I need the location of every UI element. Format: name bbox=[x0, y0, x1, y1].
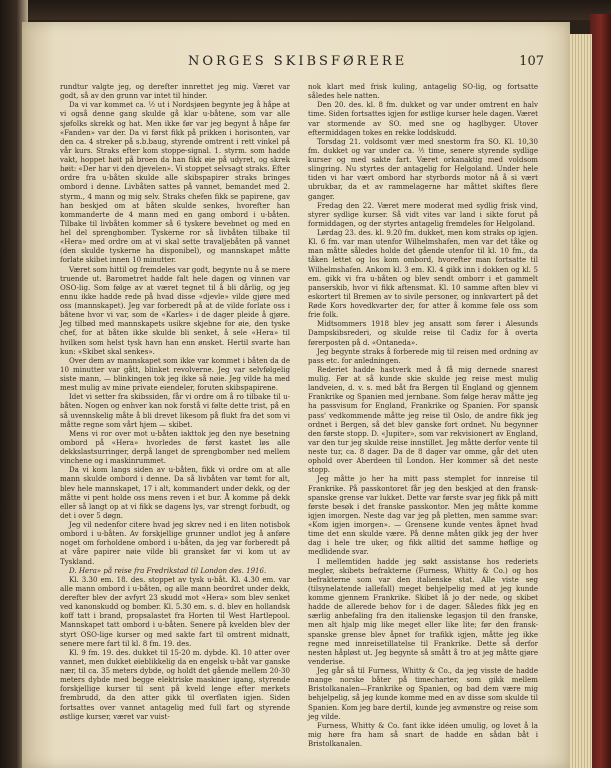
paragraph: Jeg begynte straks å forberede mig til reisen med ordning av pass etc. for anledningen. bbox=[308, 346, 538, 365]
paragraph: Jeg måtte jo her ha mitt pass stemplet for innreise til Frankrike. På passkontoret får jeg den beskjed at den fransk-spanske grense var lukket. Dette var første svar jeg fikk på mitt første besøk i det franske passkontor. Men jeg måtte komme igjen imorgen. Neste dag var jeg på pletten, men samme svar: «Kom igjen imorgen». — Grensene kunde ventes åpnet hvad time det enn skulde være. På denne måten gikk jeg der hver dag i hele tre uker, og fikk alltid det samme høflige og medlidende svar. bbox=[308, 474, 538, 557]
book-cover-right bbox=[590, 14, 611, 768]
paragraph: Lørdag 23. des. kl. 9.20 fm. dukket, men kom straks op igjen. Kl. 6 fm. var man utenfor Wilhelmshafen, men var det tåke og man måtte således holde det gående utenfor til kl. 10 fm., da tåken lettet og los kom ombord, hvorefter man fortsatte til Wilhelmshafen. Ankom kl. 3 em. Kl. 4 gikk inn i dokken og kl. 5 em. gikk vi fra u-båten og blev sendt omborr i et gammelt panserskib, hvor vi fikk aftensmat. Kl. 10 samme aften blev vi eskortert til Bremen av to sivile personer, og innkvartert på det Røde Kors hovedkvarter der, for atter å komme føle oss som frie folk. bbox=[308, 228, 538, 320]
paragraph: nok klart med frisk kuling, antagelig SO-lig, og fortsatte således hele natten. bbox=[308, 82, 538, 101]
paragraph: I mellemtiden hadde jeg søkt assistanse hos rederiets megler, skibets befrakterne (Furness, Whitty & Co.) og hos befrakterne som var den italienske stat. Alle viste seg (tilsynelatende iallefall) meget behjelpelig med at jeg kunde komme gjennem Frankrike. Skibet lå jo der nede, og skibet hadde de allerede behov for i de dager. Således fikk jeg en særlig anbefaling fra den italienske legasjon til den franske, men alt hjalp mig like meget eller like lite; før den fransk-spanske grense blev åpnet for trafikk igjen, måtte jeg ikke regne med innreisetillatelse til Frankrike. Dette så derfor nesten håpløst ut. Jeg begynte så smått å tro at jeg måtte gjøre venderise. bbox=[308, 556, 538, 666]
paragraph-heading: D. Hera» på reise fra Fredrikstad til London des. 1916. bbox=[69, 565, 267, 575]
paragraph: Torsdag 21. voldsomt vær med snestorm fra SO. Kl. 10,30 fm. dukket og var under ca. ½ time, senere styrende sydlige kurser og med sakte fart. Været orkanaktig med voldsom slingring. Nu styrtes der antagelig for Helgoland. Under hele tiden vi har vært ombord har styrbords motor nå å si vært ubrukbar, da et av rammelagerne har måttet skiftes flere ganger. bbox=[308, 136, 538, 201]
paragraph: Fredag den 22. Været mere moderat med sydlig frisk vind, styrer sydlige kurser. Så vidt vites var land i sikte forut på formiddagen, og der styrtes antagelig fremdeles for Helgoland. bbox=[308, 200, 538, 228]
paragraph: rundtur valgte jeg, og derefter innrettet jeg mig. Været var godt, så av den grunn var intet til hinder. bbox=[60, 82, 290, 101]
paragraph: Idet vi setter fra skibssiden, får vi ordre om å ro tilbake til u-båten. Nogen og enhver kan nok forstå vi følte dette trist, på en så uvennskelig måte å bli drevet likesom på flukt fra det som vi måtte regne som vårt hjem — skibet. bbox=[60, 392, 290, 429]
paragraph: Jeg går så til Furness, Whitty & Co., da jeg visste de hadde mange norske båter på timecharter, som gikk mellem Bristolkanalen—Frankrike og Spanien, og bad dem være mig behjelpelig, så jeg kunde komme med en av disse som skulde til Spanien. Kom jeg bare dertil, kunde jeg avmønstre og reise som jeg vilde. bbox=[308, 666, 538, 721]
paragraph: Været som hittil og fremdeles var godt, begynte nu å se mere truende ut. Barometret hadde falt hele dagen og vinnen var OSO-lig. Som følge av at været tegnet til å bli dårlig, og jeg ennu ikke hadde rede på hvad disse «djevle» vilde gjøre med oss (mannskapet). Jeg var forberedt på at de vilde forlate oss i båtene hvor vi var, som de «Karles» i de dager pleide å gjøre. Jeg tilbød med mannskapets usikre skjebne for øie, den tyske chef, for at båten ikke skulde bli senket, å sele «Hera» til hvilken som helst tysk havn han enn ønsket. Hertil svarte han kun: «Skibet skal senkes». bbox=[60, 264, 290, 356]
right-text-column bbox=[308, 82, 538, 748]
paragraph: Kl. 9 fm. 19. des. dukket til 15-20 m. dybde. Kl. 10 atter over vannet, men dukket øieblikkelig da en engelsk u-båt var ganske nær, til ca. 35 meters dybde, og holdt det gående mellem 20-30 meters dybde med begge elektriske maskiner igang, styrende forskjellige kurser til sent på kveld lenge efter merkets frembrudd, da den atter gikk til overflaten igjen. Siden fortsattes over vannet antagelig med full fart og styrende østlige kurser, været var vuist- bbox=[60, 647, 290, 721]
left-text-column bbox=[60, 82, 290, 721]
paragraph: Rederiet hadde hastverk med å få mig dernede snarest mulig. Før at så kunde skie skulde jeg reise mest mulig landveien, d. v. s. med båt fra Bergen til England og gjennem Frankrike og Spanien med jernbane. Som følge herav måtte jeg ha passvisum for England, Frankrike og Spanien. For spansk pass' vedkommende måtte jeg reise til Oslo, de andre fikk jeg ordnet i Bergen, så det blev ganske fort ordnet. Nu begynner den første stopp. D. «Jupiter», som var rekvisionert av England, var den tur jeg skulde reise innstillet. Jeg måtte derfor vente til neste tur, ca. 8 dager. Da de 8 dager var omme, går det uten ophold over Aberdeen til London. Her kommer så det neste stopp. bbox=[308, 364, 538, 475]
book-cover-top bbox=[0, 0, 611, 20]
page-header-title: NORGES SKIBSFØRERE bbox=[188, 54, 408, 69]
page-number: 107 bbox=[519, 54, 544, 69]
paragraph: Da vi kom langs siden av u-båten, fikk vi ordre om at alle mann skulde ombord i denne. Da så livbåten var tømt for alt, blev hele mannskapet, 17 i alt, kommandert under dekk, og der måtte vi pent holde oss mens reven i et bur. Å komme på dekk eller så langt op at vi fikk se dagens lys, var strengt forbudt, og det i over 5 døgn. bbox=[60, 465, 290, 520]
paragraph: Jeg vil nedenfor citere hvad jeg skrev ned i en liten notisbok ombord i u-båten. Av forskjellige grunner undlot jeg å anføre noget om forholdene ombord i u-båten, da jeg var forberedt på at våre papirer nøie vilde bli gransket før vi kom ut av Tyskland. bbox=[60, 520, 290, 566]
paragraph: Kl. 3.30 em. 18. des. stoppet av tysk u-båt. Kl. 4.30 em. var alle mann ombord i u-båten, og alle mann beordret under dekk, derefter blev der avfyrt 23 skudd mot «Hera» som blev senket ved kanonskudd og bomber. Kl. 5.30 em. s. d. blev en hollandsk koff tatt i brand, propsalastet fra Horten til West Hartlepool. Mannskapet tatt ombord i u-båten. Senere på kvelden blev der styrt OSO-lige kurser og med sakte fart til omtrent midnatt, senere mere fart til kl. 8 fm. 19. des. bbox=[60, 574, 290, 648]
paragraph: Over dem av mannskapet som ikke var kommet i båten da de 10 minutter var gått, blinket revolverne. Jeg var selvfølgelig siste mann, — blinkingen tok jeg ikke så nøie. Jeg vilde ha med mest mulig av mine private eiendeler, foruten skibspapirene. bbox=[60, 355, 290, 393]
paragraph: Midtsommers 1918 blev jeg ansatt som fører i Alesunds Dampskibsrederi, og skulde reise til Cadiz for å overta førerposten på d. «Ontaneda». bbox=[308, 319, 538, 347]
running-head bbox=[58, 54, 550, 72]
paragraph: Da vi var kommet ca. ½ ut i Nordsjøen begynte jeg å håpe at vi også denne gang skulde gå klar u-båtene, som var alle sjøfolks skrekk og hat. Men ikke før var jeg begynt å håpe før «Fanden» var der. Da vi først fikk på prikken i horisonten, var den ca. 4 streker på s.b.baug, styrende omtrent i rett vinkel på vår kurs. Straks efter kom stoppe-signal. 1. styrm. som hadde vakt, hoppet høit på broen da han fikk øie på udyret, og skrek høit: «Der har vi den djevelen». Vi stoppet selvsagt straks. Efter ordre fra u-båten skulde alle skibspapirer straks bringes ombord i denne. Livbåten sattes på vannet, bemandet med 2. styrm., 4 mann og mig selv. Straks chefen fikk se papirene, gav han beskjed om at båten skulde senkes, hvorefter han kommanderte de 4 mann med en gang ombord i u-båten. Tilbake til livbåten kommer så 6 tyskere bevebnet og med en hel del sprengbomber. Tyskerne ror så livbåten tilbake til «Hera» med ordre om at vi skal sette travaljebåten på vannet (den skulde tyskerne ha disponibel), og mannskapet måtte forlate skibet innen 10 minutter. bbox=[60, 100, 290, 265]
paragraph: Den 20. des. kl. 8 fm. dukket og var under omtrent en halv time. Siden fortsattes igjen for østlige kurser hele dagen. Været var stormende av SO. med sne og haglbyger. Utover eftermiddagen tokes en rekke loddskudd. bbox=[308, 100, 538, 137]
paragraph: Mens vi ror over mot u-båten iakttok jeg den nye besetning ombord på «Hera» hvorledes de først kastet løs alle dekkslastsurringer, derpå langet de sprengbomber ned mellem vinchene og i maskinrummet. bbox=[60, 428, 290, 466]
paragraph: Furness, Whitty & Co. fant ikke idéen umulig, og lovet å la mig høre fra ham så snart de hadde en sådan båt i Bristolkanalen. bbox=[308, 720, 538, 748]
